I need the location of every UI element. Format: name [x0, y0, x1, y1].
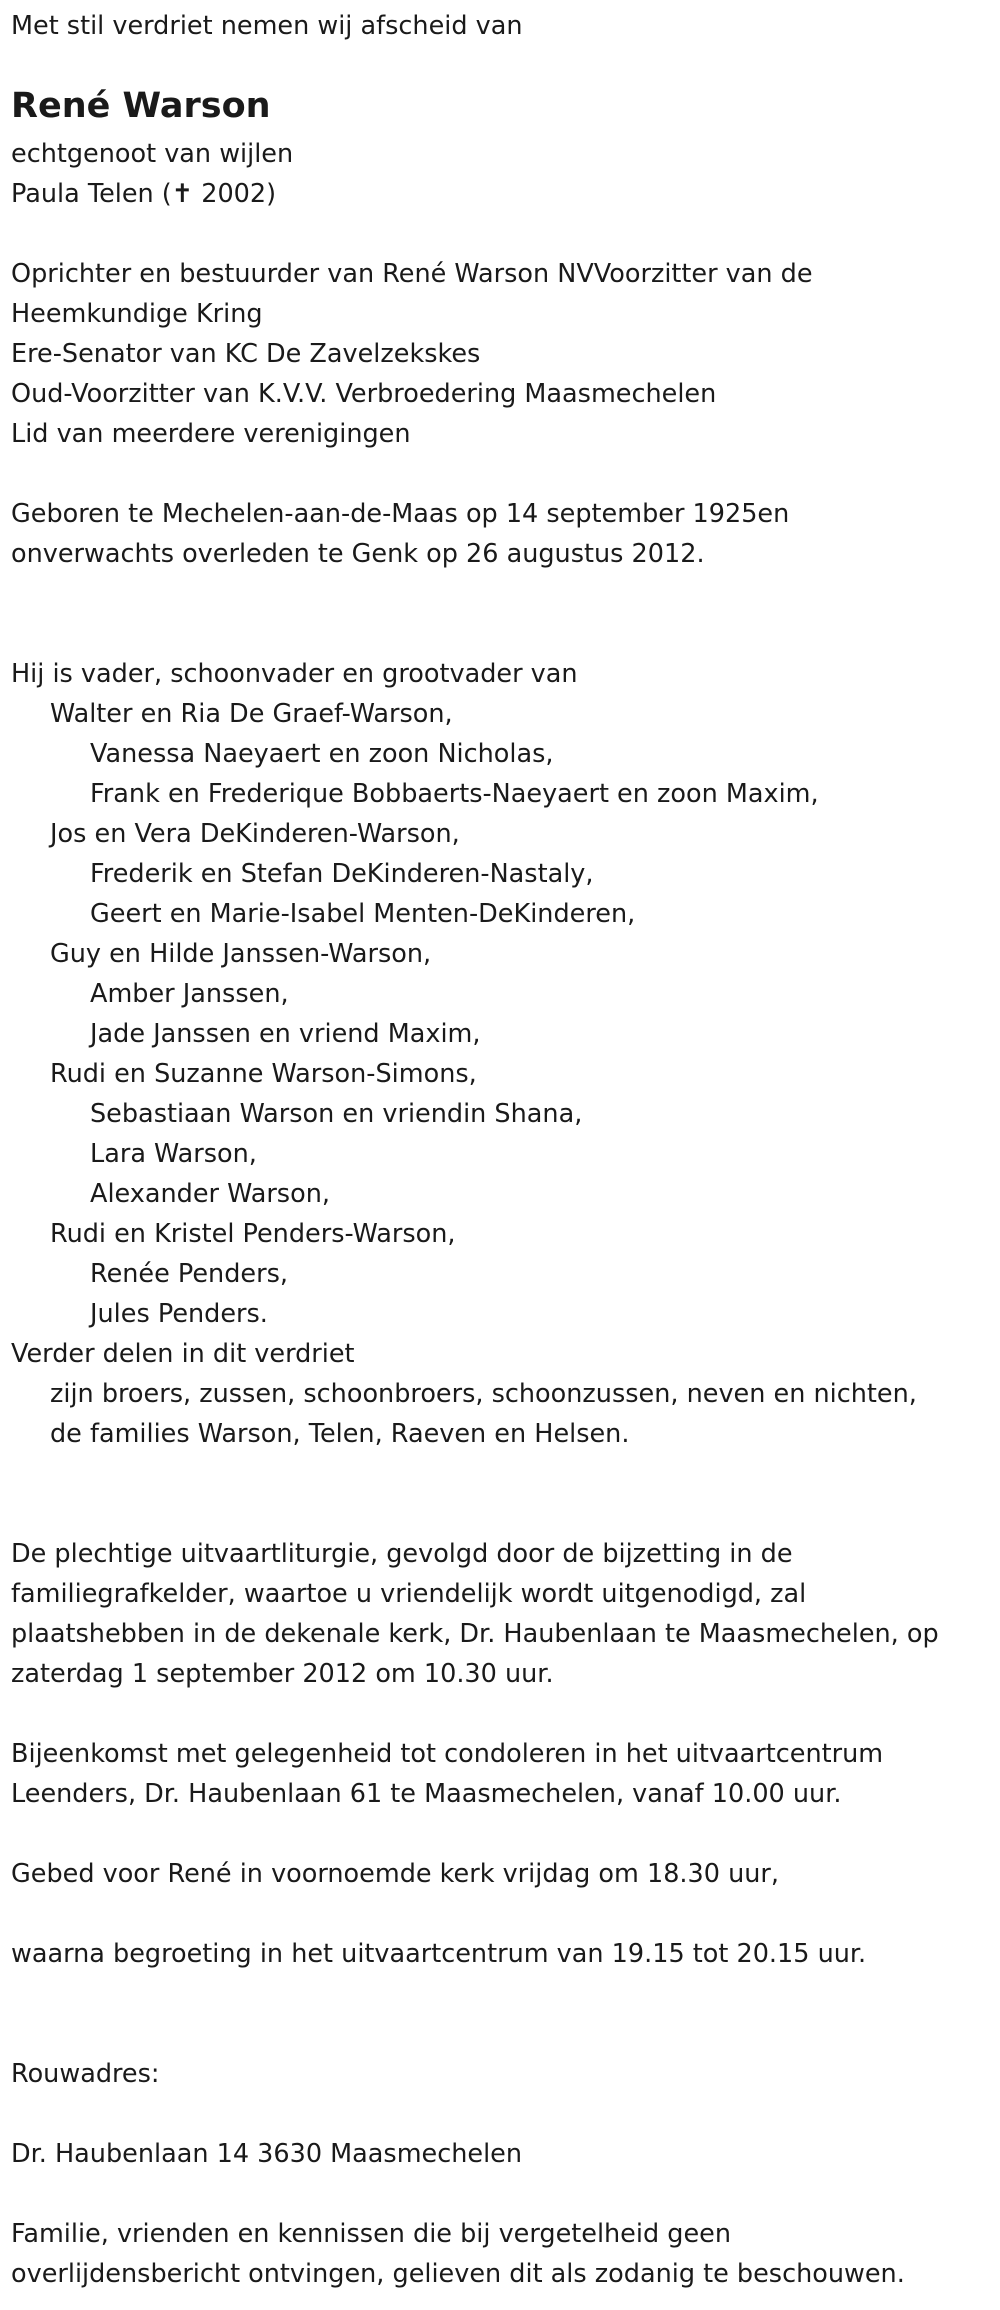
- others-line: de families Warson, Telen, Raeven en Helsen.: [50, 1419, 630, 1449]
- gathering-line: Bijeenkomst met gelegenheid tot condoleren in het uitvaartcentrum: [11, 1739, 884, 1769]
- family-member: Lara Warson,: [90, 1139, 257, 1169]
- family-intro: Hij is vader, schoonvader en grootvader van: [11, 659, 578, 689]
- closing-line: overlijdensbericht ontvingen, gelieven dit als zodanig te beschouwen.: [11, 2259, 905, 2289]
- family-member: Rudi en Suzanne Warson-Simons,: [50, 1059, 477, 1089]
- birth-death-line: onverwachts overleden te Genk op 26 augustus 2012.: [11, 539, 705, 569]
- title-line: Heemkundige Kring: [11, 299, 263, 329]
- birth-death-line: Geboren te Mechelen-aan-de-Maas op 14 september 1925en: [11, 499, 790, 529]
- family-member: Geert en Marie-Isabel Menten-DeKinderen,: [90, 899, 636, 929]
- family-member: Guy en Hilde Janssen-Warson,: [50, 939, 432, 969]
- family-member: Jos en Vera DeKinderen-Warson,: [50, 819, 460, 849]
- family-member: Sebastiaan Warson en vriendin Shana,: [90, 1099, 583, 1129]
- title-line: Oprichter en bestuurder van René Warson NVVoorzitter van de: [11, 259, 813, 289]
- funeral-line: De plechtige uitvaartliturgie, gevolgd door de bijzetting in de: [11, 1539, 793, 1569]
- others-intro: Verder delen in dit verdriet: [11, 1339, 355, 1369]
- title-line: Oud-Voorzitter van K.V.V. Verbroedering Maasmechelen: [11, 379, 717, 409]
- deceased-name: René Warson: [11, 86, 271, 126]
- funeral-line: zaterdag 1 september 2012 om 10.30 uur.: [11, 1659, 554, 1689]
- spouse-line: echtgenoot van wijlen: [11, 139, 294, 169]
- address-label: Rouwadres:: [11, 2059, 160, 2089]
- family-member: Jules Penders.: [90, 1299, 268, 1329]
- greeting-line: waarna begroeting in het uitvaartcentrum van 19.15 tot 20.15 uur.: [11, 1939, 867, 1969]
- funeral-line: plaatshebben in de dekenale kerk, Dr. Haubenlaan te Maasmechelen, op: [11, 1619, 939, 1649]
- family-member: Walter en Ria De Graef-Warson,: [50, 699, 453, 729]
- family-member: Renée Penders,: [90, 1259, 288, 1289]
- family-member: Amber Janssen,: [90, 979, 289, 1009]
- title-line: Lid van meerdere verenigingen: [11, 419, 411, 449]
- title-line: Ere-Senator van KC De Zavelzekskes: [11, 339, 481, 369]
- family-member: Jade Janssen en vriend Maxim,: [90, 1019, 481, 1049]
- prayer-line: Gebed voor René in voornoemde kerk vrijdag om 18.30 uur,: [11, 1859, 779, 1889]
- family-member: Vanessa Naeyaert en zoon Nicholas,: [90, 739, 554, 769]
- intro-text: Met stil verdriet nemen wij afscheid van: [11, 11, 523, 41]
- gathering-line: Leenders, Dr. Haubenlaan 61 te Maasmechelen, vanaf 10.00 uur.: [11, 1779, 842, 1809]
- closing-line: Familie, vrienden en kennissen die bij vergetelheid geen: [11, 2219, 731, 2249]
- family-member: Frank en Frederique Bobbaerts-Naeyaert en zoon Maxim,: [90, 779, 819, 809]
- funeral-line: familiegrafkelder, waartoe u vriendelijk wordt uitgenodigd, zal: [11, 1579, 807, 1609]
- family-member: Alexander Warson,: [90, 1179, 330, 1209]
- family-member: Rudi en Kristel Penders-Warson,: [50, 1219, 456, 1249]
- spouse-line: Paula Telen (✝ 2002): [11, 179, 277, 209]
- address-line: Dr. Haubenlaan 14 3630 Maasmechelen: [11, 2139, 523, 2169]
- others-line: zijn broers, zussen, schoonbroers, schoonzussen, neven en nichten,: [50, 1379, 917, 1409]
- family-member: Frederik en Stefan DeKinderen-Nastaly,: [90, 859, 594, 889]
